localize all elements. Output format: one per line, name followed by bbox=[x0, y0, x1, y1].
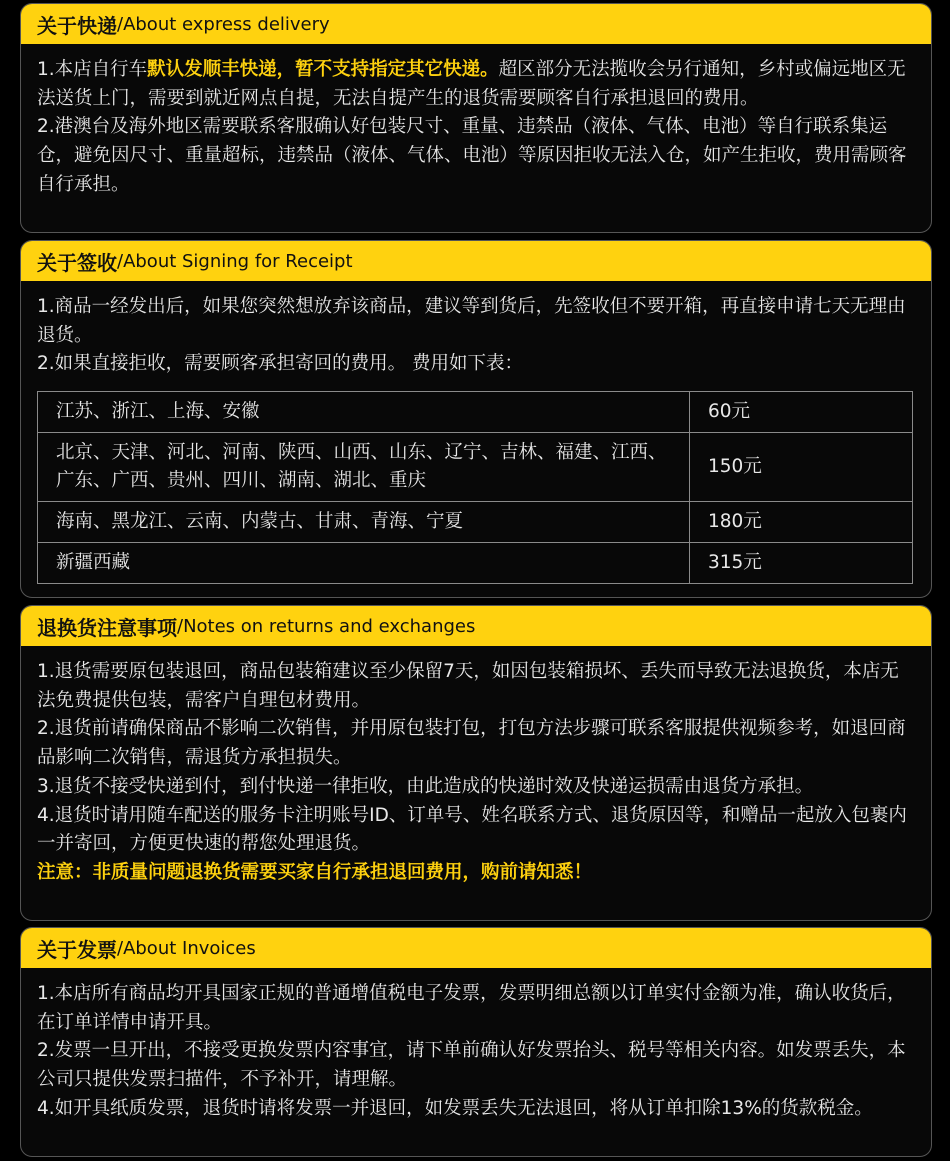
fee-regions: 新疆西藏 bbox=[38, 543, 690, 584]
receipt-para-1: 1.商品一经发出后，如果您突然想放弃该商品，建议等到货后，先签收但不要开箱，再直接申请七天无理由退货。 bbox=[37, 296, 906, 346]
express-header bbox=[21, 4, 931, 44]
express-highlight: 默认发顺丰快递，暂不支持指定其它快递。 bbox=[147, 59, 499, 80]
receipt-header bbox=[21, 241, 931, 281]
returns-title-en: /Notes on returns and exchanges bbox=[177, 615, 476, 637]
receipt-title-zh: 关于签收 bbox=[37, 250, 117, 275]
express-para-2: 2.港澳台及海外地区需要联系客服确认好包装尺寸、重量、违禁品（液体、气体、电池）等自行联系集运仓，避免因尺寸、重量超标，违禁品（液体、气体、电池）等原因拒收无法入仓，如产生拒收，费用需顾客自行承担。 bbox=[37, 116, 907, 195]
fee-price: 150元 bbox=[690, 433, 913, 502]
express-title-zh: 关于快递 bbox=[37, 13, 117, 38]
fee-row bbox=[38, 543, 913, 584]
returns-para-1: 1.退货需要原包装退回，商品包装箱建议至少保留7天，如因包装箱损坏、丢失而导致无法退换货，本店无法免费提供包装，需客户自理包材费用。 bbox=[37, 661, 899, 711]
express-para-1-end: 超区部分无法揽收会另行通知，乡村或偏远地区无法送货上门，需要到就近网点自提，无法自提产生的退货需要顾客自行承担退回的费用。 bbox=[37, 59, 906, 109]
invoices-para-4: 4.如开具纸质发票，退货时请将发票一并退回，如发票丢失无法退回，将从订单扣除13%的货款税金。 bbox=[37, 1097, 873, 1119]
receipt-title-en: /About Signing for Receipt bbox=[117, 250, 353, 272]
fee-row bbox=[38, 502, 913, 543]
receipt-section bbox=[20, 240, 932, 598]
fee-row bbox=[38, 433, 913, 502]
fee-price: 60元 bbox=[690, 392, 913, 433]
returns-note: 注意：非质量问题退换货需要买家自行承担退回费用，购前请知悉！ bbox=[37, 861, 593, 883]
fee-regions: 海南、黑龙江、云南、内蒙古、甘肃、青海、宁夏 bbox=[38, 502, 690, 543]
invoices-title-en: /About Invoices bbox=[117, 937, 256, 959]
invoices-para-1: 1.本店所有商品均开具国家正规的普通增值税电子发票，发票明细总额以订单实付金额为准，确认收货后，在订单详情申请开具。 bbox=[37, 983, 906, 1033]
invoices-header bbox=[21, 928, 931, 968]
fee-table bbox=[37, 391, 913, 584]
invoices-section bbox=[20, 927, 932, 1157]
returns-para-4: 4.退货时请用随车配送的服务卡注明账号ID、订单号、姓名联系方式、退货原因等，和赠品一起放入包裹内一并寄回，方便更快速的帮您处理退货。 bbox=[37, 804, 907, 855]
fee-regions: 北京、天津、河北、河南、陕西、山西、山东、辽宁、吉林、福建、江西、广东、广西、贵州、四川、湖南、湖北、重庆 bbox=[38, 433, 690, 502]
express-para-1-start: 1.本店自行车 bbox=[37, 59, 148, 80]
express-title-en: /About express delivery bbox=[117, 13, 330, 35]
fee-row bbox=[38, 392, 913, 433]
express-section bbox=[20, 3, 932, 233]
express-para-1 bbox=[37, 56, 915, 113]
returns-para-3: 3.退货不接受快递到付，到付快递一律拒收，由此造成的快递时效及快递运损需由退货方承担。 bbox=[37, 775, 814, 797]
fee-price: 315元 bbox=[690, 543, 913, 584]
invoices-para-2: 2.发票一旦开出，不接受更换发票内容事宜，请下单前确认好发票抬头、税号等相关内容。如发票丢失，本公司只提供发票扫描件，不予补开，请理解。 bbox=[37, 1040, 906, 1091]
fee-price: 180元 bbox=[690, 502, 913, 543]
fee-regions: 江苏、浙江、上海、安徽 bbox=[38, 392, 690, 433]
returns-section bbox=[20, 605, 932, 921]
returns-title-zh: 退换货注意事项 bbox=[37, 615, 177, 640]
returns-header bbox=[21, 606, 931, 646]
receipt-para-2: 2.如果直接拒收，需要顾客承担寄回的费用。 费用如下表： bbox=[37, 353, 524, 375]
invoices-title-zh: 关于发票 bbox=[37, 937, 117, 962]
returns-para-2: 2.退货前请确保商品不影响二次销售，并用原包装打包，打包方法步骤可联系客服提供视频参考，如退回商品影响二次销售，需退货方承担损失。 bbox=[37, 718, 906, 769]
